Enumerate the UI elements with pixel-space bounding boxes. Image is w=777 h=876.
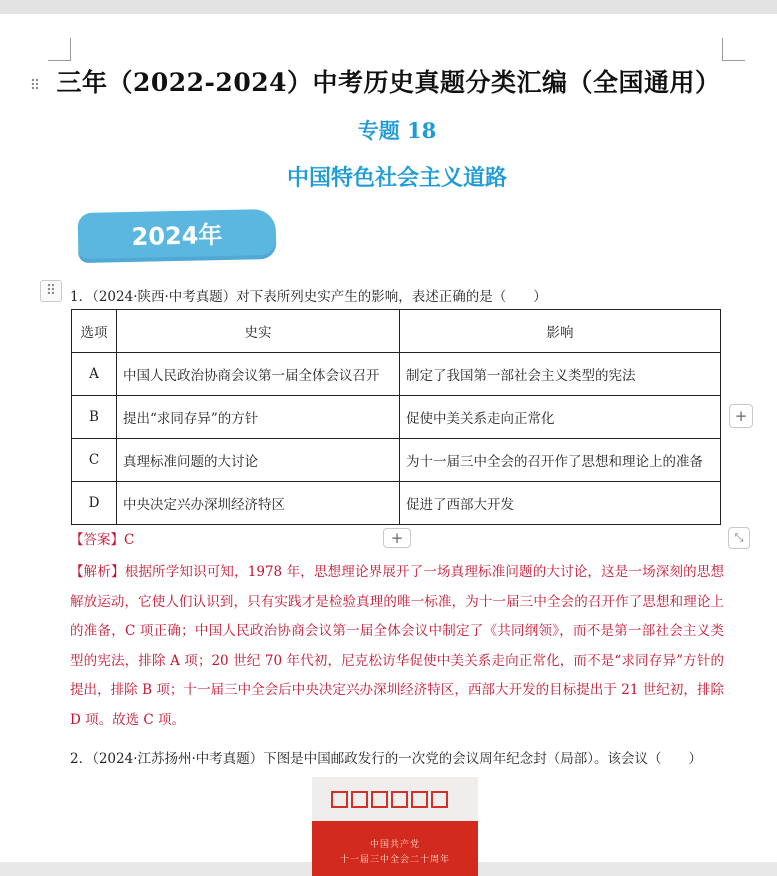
topic-number: 专题 18 [357, 118, 437, 143]
postcode-box [391, 791, 408, 808]
table-cell-option: C [72, 439, 117, 482]
answer-value: C [124, 532, 135, 548]
table-cell-option: B [72, 396, 117, 439]
table-cell-effect: 制定了我国第一部社会主义类型的宪法 [400, 353, 721, 396]
table-header-effect: 影响 [400, 310, 721, 353]
answer-line [70, 528, 134, 548]
table-resize-icon[interactable]: ⤡ [728, 527, 750, 549]
table-header-fact: 史实 [117, 310, 400, 353]
analysis-label: 【解析】 [70, 564, 125, 580]
drag-handle-icon[interactable]: ⠿ [29, 78, 41, 94]
year-badge: 2024年 [77, 209, 276, 263]
page-corner-mark-right [722, 38, 745, 61]
document-page [0, 14, 777, 865]
answer-label: 【答案】 [70, 532, 124, 548]
topic-title: 中国特色社会主义道路 [286, 165, 507, 191]
table-row [72, 482, 721, 525]
envelope-red-panel [312, 821, 478, 876]
add-column-button[interactable]: + [729, 404, 753, 428]
table-header-row [72, 310, 721, 353]
table-header-option: 选项 [72, 310, 117, 353]
question-2-stem: 2．（2024·江苏扬州·中考真题）下图是中国邮政发行的一次党的会议周年纪念封（局部）。该会议（ ） [70, 751, 703, 767]
analysis-text: 根据所学知识可知，1978 年，思想理论界展开了一场真理标准问题的大讨论，这是一场深刻的思想解放运动，它使人们认识到，只有实践才是检验真理的唯一标准，为十一届三中全会的召开作了思想和理论上的准备，C 项正确；中国人民政治协商会议第一届全体会议中制定了《共同纲领》，而不是第一部社会主义类型的宪法，排除 A 项；20 世纪 70 年代初，尼克松访华促使中美关系走向正常化，而不是“求同存异”方针的提出，排除 B 项；十一届三中全会后中央决定兴办深圳经济特区，西部大开发的目标提出于 21 世纪初，排除 D 项。故选 C 项。 [70, 564, 724, 728]
editor-top-bar [0, 0, 777, 15]
table-cell-option: A [72, 353, 117, 396]
question-1-table [71, 309, 721, 525]
table-cell-fact: 中央决定兴办深圳经济特区 [117, 482, 400, 525]
table-row [72, 439, 721, 482]
postcode-box [371, 791, 388, 808]
postcode-box [351, 791, 368, 808]
table-cell-fact: 提出“求同存异”的方针 [117, 396, 400, 439]
envelope-text-line2: 十一届三中全会二十周年 [339, 855, 450, 865]
envelope-text-line1: 中国共产党 [369, 840, 420, 850]
question-1-stem: 1．（2024·陕西·中考真题）对下表所列史实产生的影响，表述正确的是（ ） [70, 289, 547, 305]
postcode-box [431, 791, 448, 808]
postcode-box [331, 791, 348, 808]
table-cell-effect: 促进了西部大开发 [400, 482, 721, 525]
table-cell-fact: 真理标准问题的大讨论 [117, 439, 400, 482]
table-cell-fact: 中国人民政治协商会议第一届全体会议召开 [117, 353, 400, 396]
postcode-box [411, 791, 428, 808]
postcode-boxes [331, 791, 448, 808]
table-row [72, 396, 721, 439]
commemorative-envelope-image [312, 777, 478, 876]
table-cell-option: D [72, 482, 117, 525]
table-drag-handle-icon[interactable]: ⠿ [40, 280, 62, 302]
add-row-button[interactable]: + [383, 528, 411, 548]
table-cell-effect: 促使中美关系走向正常化 [400, 396, 721, 439]
table-row [72, 353, 721, 396]
page-corner-mark-left [48, 38, 71, 61]
table-cell-effect: 为十一届三中全会的召开作了思想和理论上的准备 [400, 439, 721, 482]
analysis-paragraph [70, 558, 724, 735]
document-title: 三年（2022-2024）中考历史真题分类汇编（全国通用） [56, 68, 721, 97]
